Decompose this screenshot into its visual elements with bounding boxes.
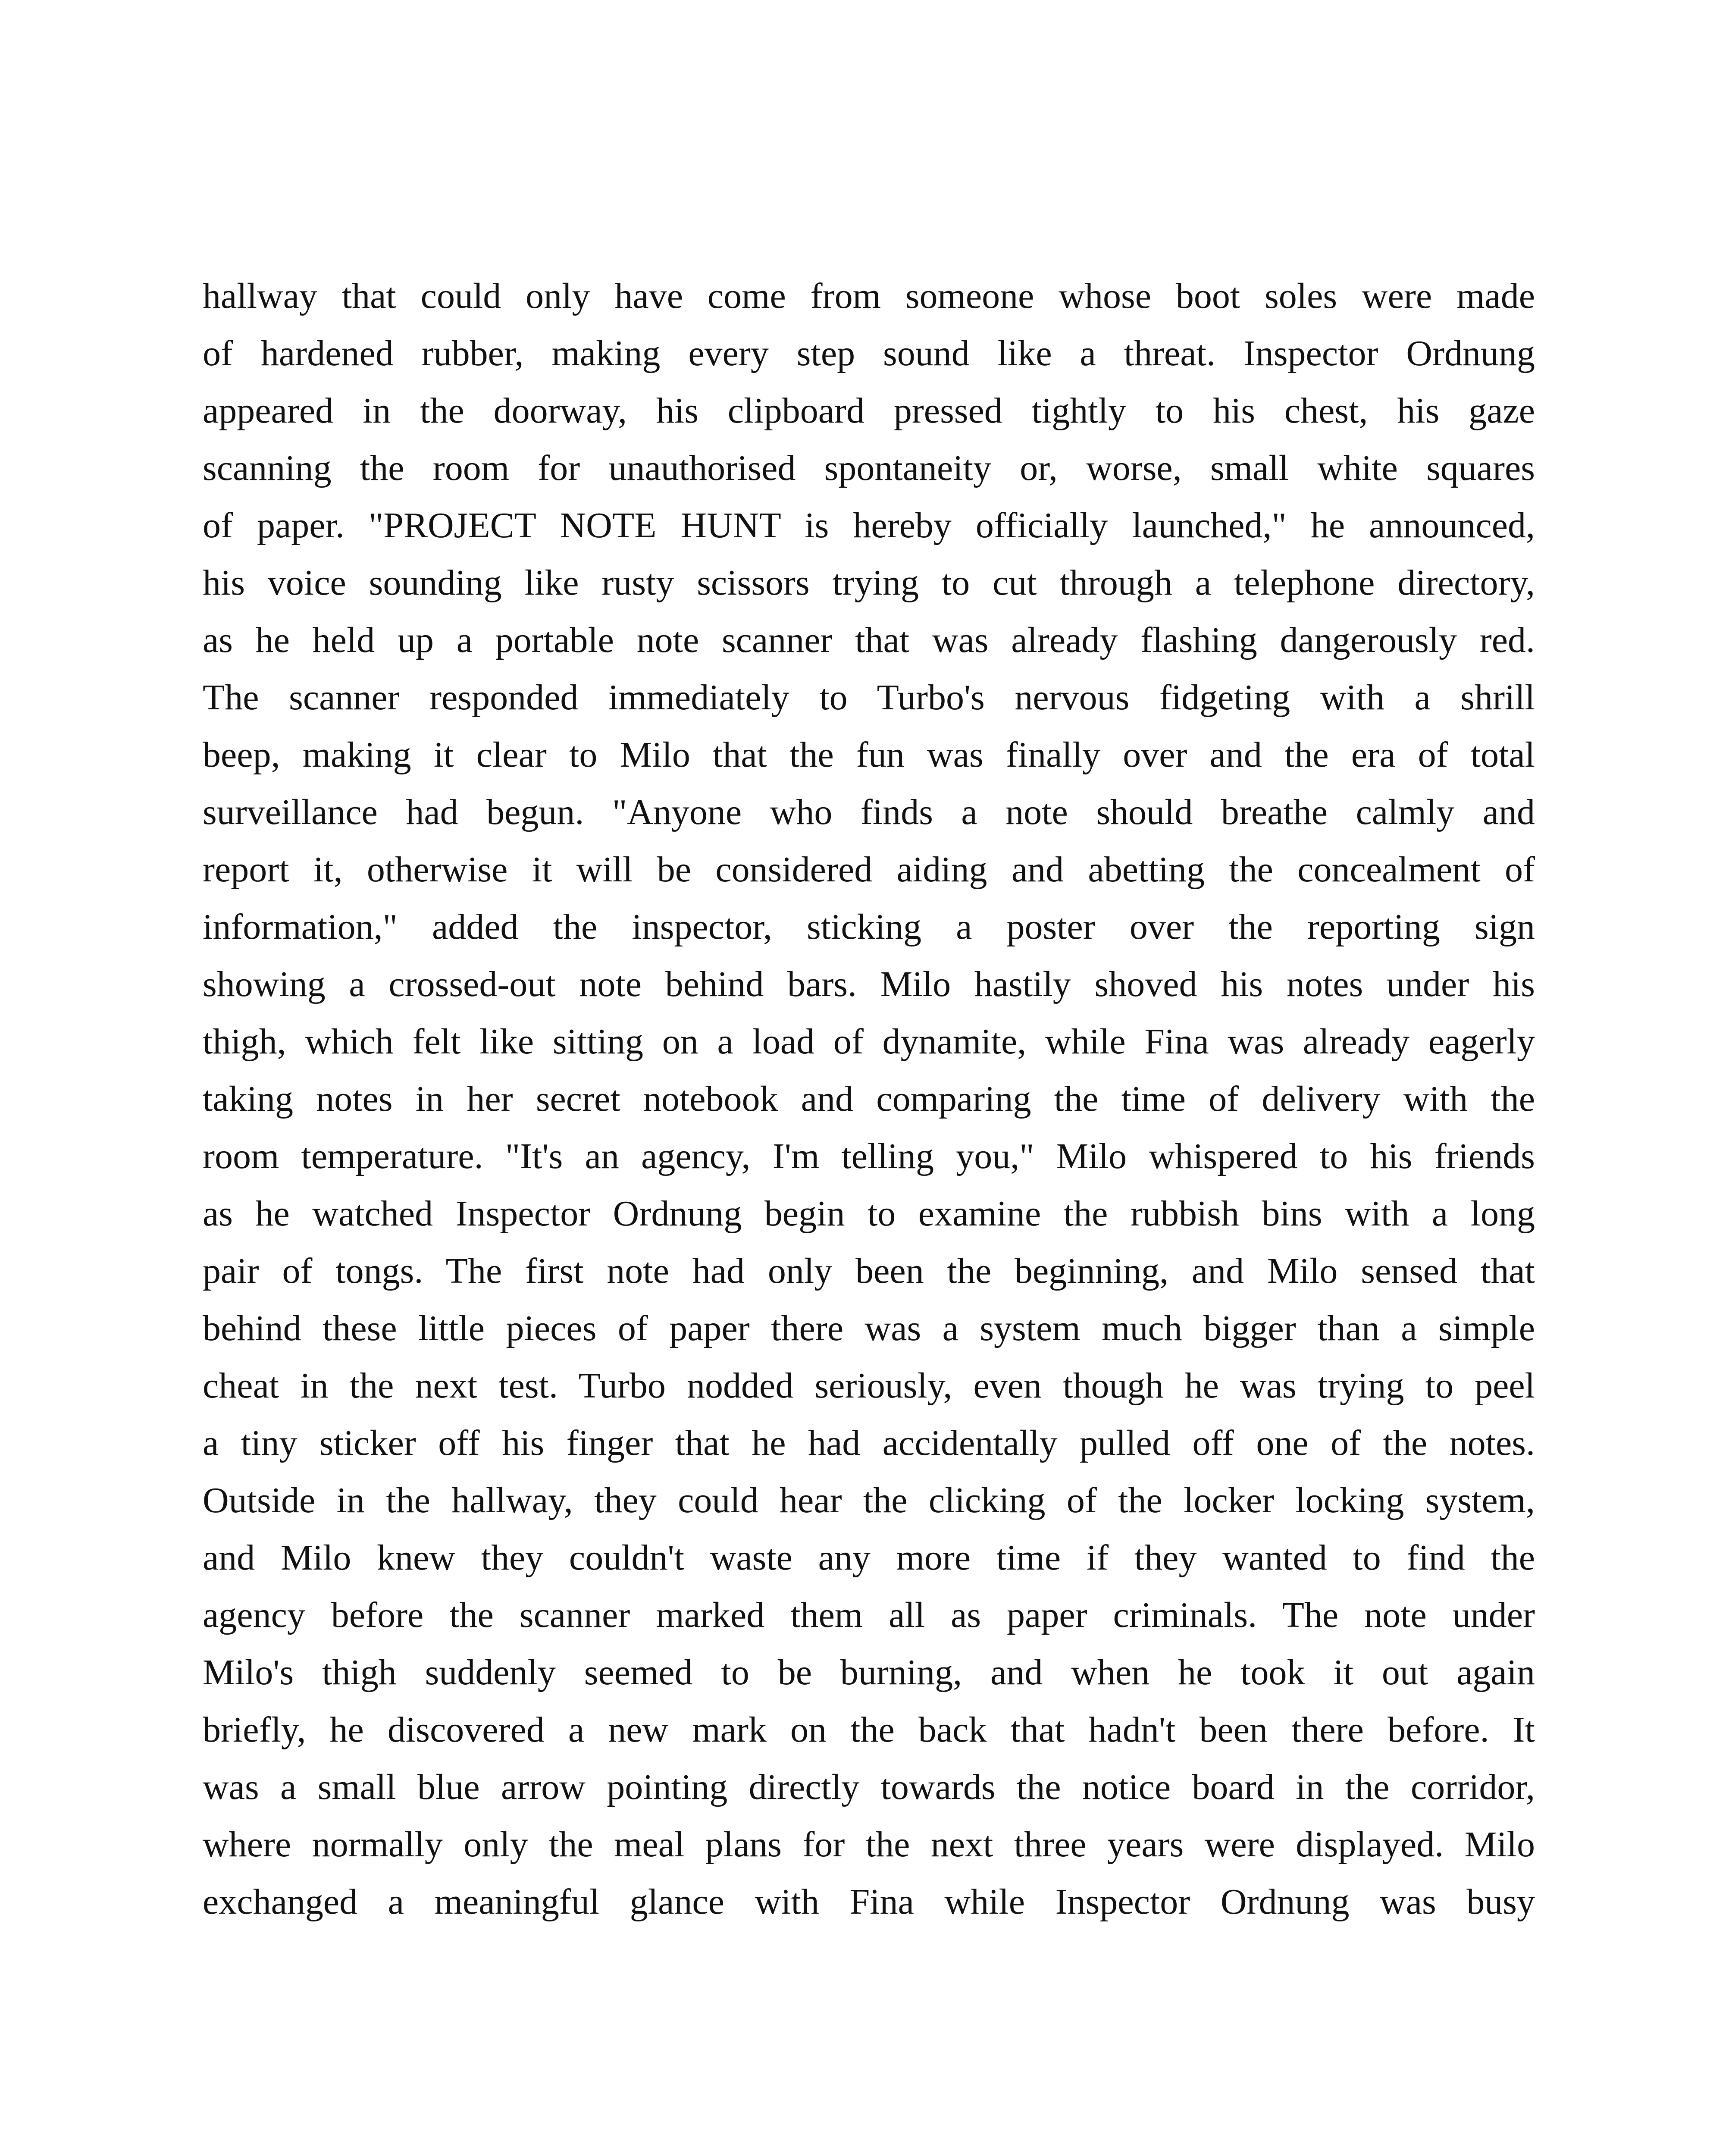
- text-line: report it, otherwise it will be considered aiding and abetting the concealment of: [203, 849, 1535, 890]
- text-line: hallway that could only have come from someone whose boot soles were made: [203, 276, 1535, 316]
- text-line: where normally only the meal plans for the next three years were displayed. Milo: [203, 1824, 1535, 1865]
- text-line: room temperature. "It's an agency, I'm telling you," Milo whispered to his friends: [203, 1136, 1535, 1176]
- text-line: as he held up a portable note scanner that was already flashing dangerously red.: [203, 620, 1535, 660]
- text-line: scanning the room for unauthorised spontaneity or, worse, small white squares: [203, 448, 1535, 488]
- text-line: taking notes in her secret notebook and comparing the time of delivery with the: [203, 1079, 1535, 1119]
- text-line: as he watched Inspector Ordnung begin to examine the rubbish bins with a long: [203, 1194, 1535, 1234]
- text-line: showing a crossed-out note behind bars. Milo hastily shoved his notes under his: [203, 964, 1535, 1004]
- text-line: behind these little pieces of paper there was a system much bigger than a simple: [203, 1308, 1535, 1348]
- text-line: information," added the inspector, sticking a poster over the reporting sign: [203, 907, 1535, 947]
- text-line: a tiny sticker off his finger that he had accidentally pulled off one of the notes.: [203, 1423, 1535, 1463]
- text-line: of paper. "PROJECT NOTE HUNT is hereby officially launched," he announced,: [203, 505, 1535, 545]
- text-line: The scanner responded immediately to Turbo's nervous fidgeting with a shrill: [203, 677, 1535, 718]
- text-line: pair of tongs. The first note had only been the beginning, and Milo sensed that: [203, 1251, 1535, 1291]
- text-line: agency before the scanner marked them all as paper criminals. The note under: [203, 1595, 1535, 1635]
- text-line: exchanged a meaningful glance with Fina while Inspector Ordnung was busy: [203, 1882, 1535, 1922]
- text-line: cheat in the next test. Turbo nodded seriously, even though he was trying to peel: [203, 1366, 1535, 1406]
- text-line: thigh, which felt like sitting on a load of dynamite, while Fina was already eagerly: [203, 1022, 1535, 1062]
- text-line: and Milo knew they couldn't waste any more time if they wanted to find the: [203, 1538, 1535, 1578]
- text-line: of hardened rubber, making every step sound like a threat. Inspector Ordnung: [203, 333, 1535, 373]
- text-line: his voice sounding like rusty scissors trying to cut through a telephone directory,: [203, 563, 1535, 603]
- text-line: appeared in the doorway, his clipboard pressed tightly to his chest, his gaze: [203, 391, 1535, 431]
- text-line: Milo's thigh suddenly seemed to be burning, and when he took it out again: [203, 1652, 1535, 1692]
- text-line: surveillance had begun. "Anyone who finds a note should breathe calmly and: [203, 792, 1535, 832]
- text-line: briefly, he discovered a new mark on the back that hadn't been there before. It: [203, 1710, 1535, 1750]
- body-text: [203, 267, 1535, 1930]
- text-line: beep, making it clear to Milo that the fun was finally over and the era of total: [203, 735, 1535, 775]
- text-line: Outside in the hallway, they could hear the clicking of the locker locking system,: [203, 1480, 1535, 1520]
- text-line: was a small blue arrow pointing directly towards the notice board in the corridor,: [203, 1767, 1535, 1807]
